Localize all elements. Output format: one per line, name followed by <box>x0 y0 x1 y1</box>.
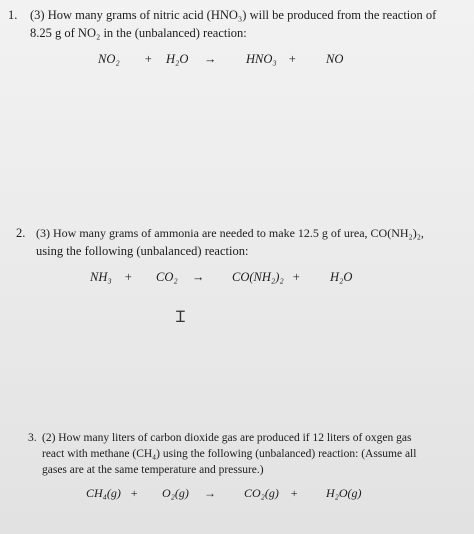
question-number: 2. <box>16 226 26 240</box>
equation-operator: + <box>292 270 301 284</box>
equation-1 <box>0 52 474 70</box>
equation-term: CO(NH₂)₂ <box>232 270 284 284</box>
equation-operator: + <box>124 270 133 284</box>
equation-operator: + <box>144 52 153 66</box>
equation-arrow: → <box>204 486 216 500</box>
equation-operator: + <box>290 486 299 500</box>
question-text-line: gases are at the same temperature and pressure.) <box>42 464 264 476</box>
equation-operator: + <box>288 52 297 66</box>
equation-arrow: → <box>192 270 205 284</box>
equation-term: H₂O <box>330 270 353 284</box>
equation-term: CO₂ <box>156 270 178 284</box>
question-2 <box>16 224 471 264</box>
equation-arrow: → <box>204 52 217 66</box>
equation-term: H₂O(g) <box>326 486 362 500</box>
equation-operator: + <box>130 486 139 500</box>
equation-term: NO <box>326 52 344 66</box>
equation-term: O₂(g) <box>162 486 189 500</box>
question-text-line: using the following (unbalanced) reaction: <box>36 244 249 258</box>
equation-3 <box>0 486 474 504</box>
equation-term: NO₂ <box>98 52 120 66</box>
question-text-line: react with methane (CH₄) using the following (unbalanced) reaction: (Assume all <box>42 448 417 460</box>
equation-term: CO₂(g) <box>244 486 279 500</box>
equation-term: HNO₃ <box>246 52 277 66</box>
question-3 <box>28 430 472 486</box>
question-text-line: 8.25 g of NO₂ in the (unbalanced) reaction: <box>30 26 247 40</box>
text-cursor-icon: Ɪ <box>176 307 185 326</box>
question-text-line: (2) How many liters of carbon dioxide gas are produced if 12 liters of oxgen gas <box>42 432 412 444</box>
question-text-line: (3) How many grams of ammonia are needed to make 12.5 g of urea, CO(NH₂)₂, <box>36 226 424 240</box>
question-text-line: (3) How many grams of nitric acid (HNO₃) will be produced from the reaction of <box>30 8 437 22</box>
equation-2 <box>0 270 474 288</box>
question-1 <box>8 6 468 46</box>
equation-term: CH₄(g) <box>86 486 121 500</box>
equation-term: NH₃ <box>90 270 112 284</box>
equation-term: H₂O <box>166 52 189 66</box>
question-number: 1. <box>8 8 18 22</box>
question-number: 3. <box>28 432 37 444</box>
